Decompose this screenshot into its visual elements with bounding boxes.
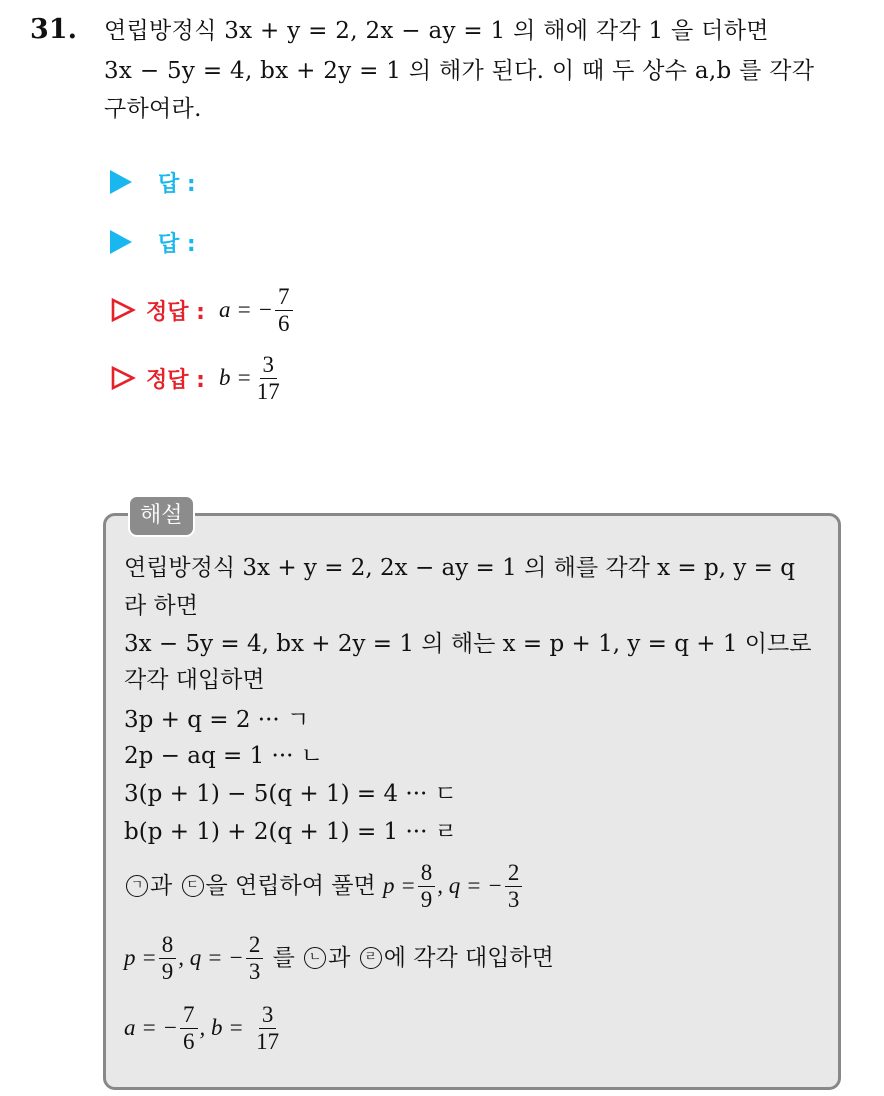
correct-label: 정답 : xyxy=(146,367,205,393)
answer-label: 답 : xyxy=(158,231,196,257)
solution-line-3: 3x − 5y = 4, bx + 2y = 1 의 해는 x = p + 1, y = q + 1 이므로 xyxy=(124,631,812,657)
correct-answer-a xyxy=(110,280,295,340)
question-number: 31. xyxy=(30,14,77,45)
solution-line-5: 3p + q = 2 ··· ㄱ xyxy=(124,707,310,733)
solution-line-1: 연립방정식 3x + y = 2, 2x − ay = 1 의 해를 각각 x = p, y = q xyxy=(124,555,795,581)
circle-label: ㄱ xyxy=(126,875,148,897)
solution-line-6: 2p − aq = 1 ··· ㄴ xyxy=(124,743,323,769)
circle-label: ㄴ xyxy=(304,947,326,969)
circle-label: ㄹ xyxy=(360,947,382,969)
answer-label: 답 : xyxy=(158,171,196,197)
answer-blank-2 xyxy=(110,222,196,262)
correct-answer-b xyxy=(110,348,285,408)
correct-label: 정답 : xyxy=(146,299,205,325)
question-line-2: 3x − 5y = 4, bx + 2y = 1 의 해가 된다. 이 때 두 상수 a,b 를 각각 xyxy=(104,58,815,84)
a-fraction: $\frac{7}{6}$ xyxy=(275,284,293,337)
solution-line-9: ㄱ 과 ㄷ 을 연립하여 풀면 p = $\frac{8}{9}$ , q = − $\frac{2}{3}$ xyxy=(124,858,524,914)
play-triangle-icon xyxy=(110,230,132,254)
solution-line-10: p = $\frac{8}{9}$ , q = − $\frac{2}{3}$ 를 ㄴ 과 ㄹ 에 각각 대입하면 xyxy=(124,931,554,984)
solution-line-2: 라 하면 xyxy=(124,593,198,619)
answer-blank-1 xyxy=(110,162,196,202)
b-prefix: b = xyxy=(218,365,252,390)
question-line-1: 연립방정식 3x + y = 2, 2x − ay = 1 의 해에 각각 1 을 더하면 xyxy=(104,18,769,44)
solution-line-11: a = − $\frac{7}{6}$ , b = $\frac{3}{17}$ xyxy=(124,1001,280,1054)
solution-line-7: 3(p + 1) − 5(q + 1) = 4 ··· ㄷ xyxy=(124,781,457,807)
solution-line-8: b(p + 1) + 2(q + 1) = 1 ··· ㄹ xyxy=(124,819,457,845)
b-fraction: $\frac{3}{17}$ xyxy=(256,351,280,404)
solution-line-4: 각각 대입하면 xyxy=(124,667,265,693)
question-line-3: 구하여라. xyxy=(104,96,202,122)
outline-triangle-icon xyxy=(110,297,136,323)
play-triangle-icon xyxy=(110,170,132,194)
solution-tag: 해설 xyxy=(128,495,195,537)
outline-triangle-icon xyxy=(110,365,136,391)
circle-label: ㄷ xyxy=(182,875,204,897)
a-prefix: a = − xyxy=(218,297,274,322)
